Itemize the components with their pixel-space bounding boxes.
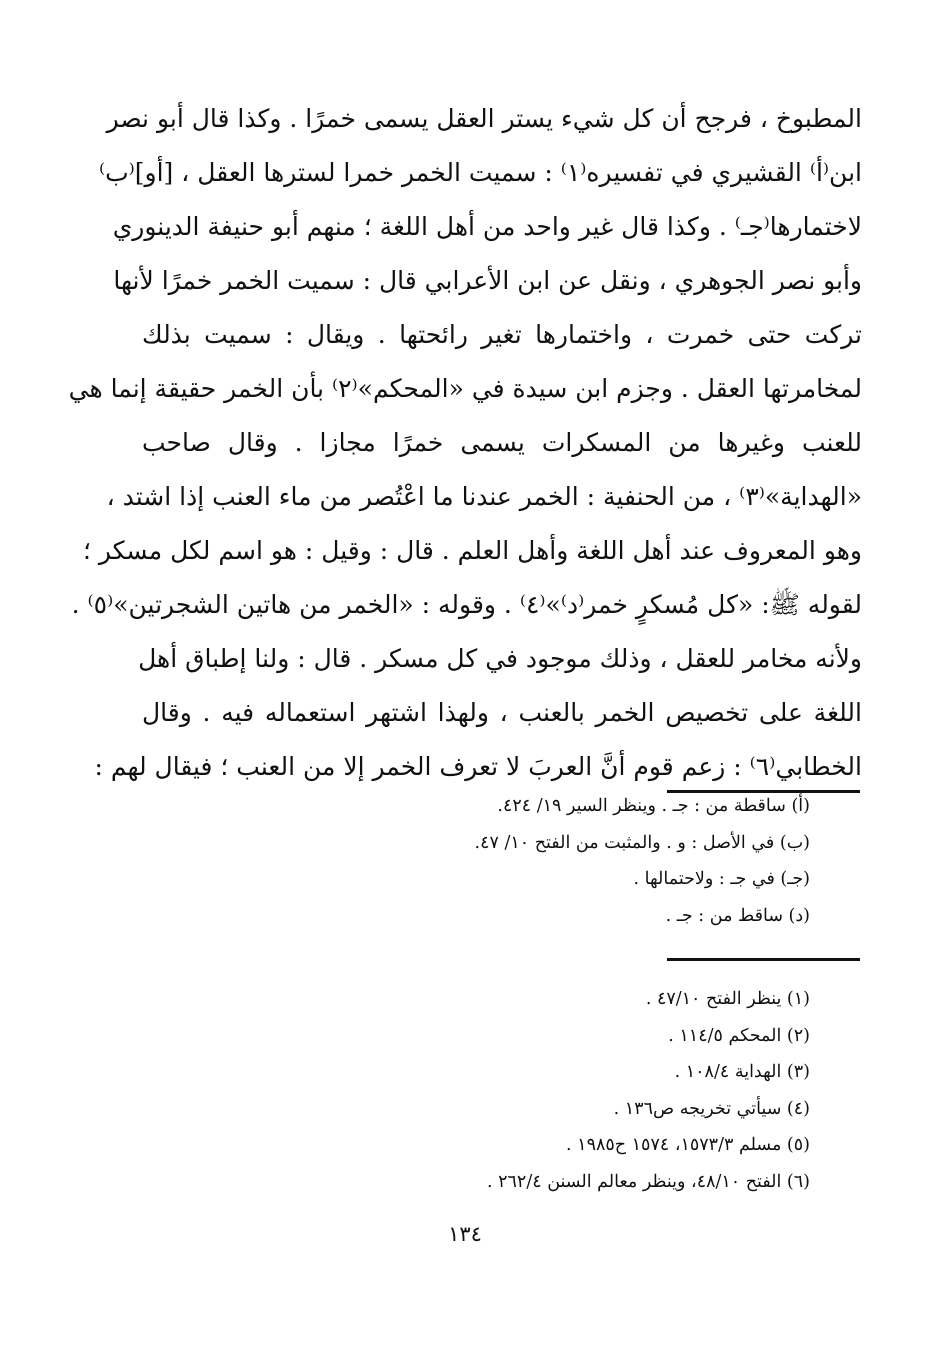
footnote: (٦) الفتح ٤٨/١٠، وينظر معالم السنن ٢٦٢/٤ . (486, 1171, 810, 1192)
footnote-divider (667, 958, 860, 961)
footnote: (٥) مسلم ١٥٧٣/٣، ١٥٧٤ ح١٩٨٥ . (566, 1135, 810, 1155)
text-line: لقوله ﷺ: «كل مُسكرٍ خمر⁽د⁾»⁽٤⁾ . وقوله : «الخمر من هاتين الشجرتين»⁽٥⁾ . (71, 590, 862, 619)
footnote: (١) ينظر الفتح ٤٧/١٠ . (645, 989, 810, 1009)
text-line: وأبو نصر الجوهري ، ونقل عن ابن الأعرابي قال : سميت الخمر خمرًا لأنها (113, 266, 862, 295)
text-line: ولأنه مخامر للعقل ، وذلك موجود في كل مسكر . قال : ولنا إطباق أهل (138, 644, 862, 673)
text-line: لاختمارها⁽جـ⁾ . وكذا قال غير واحد من أهل اللغة ؛ منهم أبو حنيفة الدينوري (112, 212, 862, 241)
footnote: (٣) الهداية ١٠٨/٤ . (674, 1062, 810, 1082)
text-line: لمخامرتها العقل . وجزم ابن سيدة في «المحكم»⁽٢⁾ بأن الخمر حقيقة إنما هي (68, 374, 862, 403)
text-line: «الهداية»⁽٣⁾ ، من الحنفية : الخمر عندنا ما اعْتُصر من ماء العنب إذا اشتد ، (106, 482, 862, 511)
footnote: (د) ساقط من : جـ . (665, 905, 810, 926)
variant-footnotes (300, 788, 810, 934)
text-line: المطبوخ ، فرجح أن كل شيء يستر العقل يسمى خمرًا . وكذا قال أبو نصر (106, 104, 862, 133)
main-text (68, 92, 862, 794)
footnote: (ب) في الأصل : و . والمثبت من الفتح ١٠/ ٤٧. (474, 832, 810, 853)
footnote: (٤) سيأتي تخريجه ص١٣٦ . (613, 1098, 810, 1119)
text-line: للعنب وغيرها من المسكرات يسمى خمرًا مجازا . وقال صاحب (142, 428, 862, 457)
footnote: (أ) ساقطة من : جـ . وينظر السير ١٩/ ٤٢٤. (497, 796, 810, 816)
text-line: الخطابي⁽٦⁾ : زعم قوم أنَّ العربَ لا تعرف الخمر إلا من العنب ؛ فيقال لهم : (94, 752, 862, 781)
text-line: ابن⁽أ⁾ القشيري في تفسيره⁽١⁾ : سميت الخمر خمرا لسترها العقل ، [أو]⁽ب⁾ (98, 158, 862, 187)
source-footnotes (300, 981, 810, 1200)
text-line: تركت حتى خمرت ، واختمارها تغير رائحتها . ويقال : سميت بذلك (142, 320, 862, 349)
footnote: (٢) المحكم ١١٤/٥ . (668, 1025, 810, 1046)
text-line: وهو المعروف عند أهل اللغة وأهل العلم . قال : وقيل : هو اسم لكل مسكر ؛ (82, 536, 862, 565)
footnote: (جـ) في جـ : ولاحتمالها . (633, 869, 810, 889)
text-line: اللغة على تخصيص الخمر بالعنب ، ولهذا اشتهر استعماله فيه . وقال (142, 698, 862, 727)
page-number: ١٣٤ (448, 1222, 482, 1246)
